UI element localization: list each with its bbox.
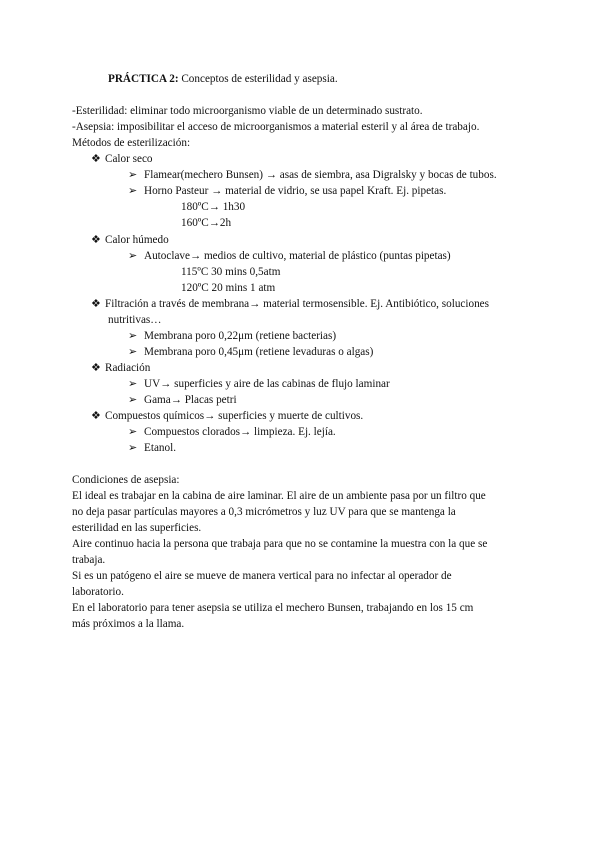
condition-line: 160ºC→2h <box>181 217 232 229</box>
paragraph-line: no deja pasar partículas mayores a 0,3 micrómetros y luz UV para que se mantenga la <box>72 506 456 518</box>
diamond-bullet-icon: ❖ <box>91 234 102 246</box>
paragraph-line: En el laboratorio para tener asepsia se utiliza el mechero Bunsen, trabajando en los 15 cm <box>72 602 474 614</box>
list-item-text: Compuestos clorados→ limpieza. Ej. lejía. <box>144 426 336 438</box>
list-item-text: Etanol. <box>144 442 177 454</box>
method-label: Calor húmedo <box>105 234 169 246</box>
title-bold: PRÁCTICA 2: <box>108 73 179 85</box>
arrow-bullet-icon: ➢ <box>128 185 138 197</box>
method-label: Radiación <box>105 362 151 374</box>
condition-line: 120ºC 20 mins 1 atm <box>181 282 276 294</box>
method-radiacion <box>91 361 150 375</box>
method-compuestos-quimicos <box>91 409 363 423</box>
list-item <box>128 184 446 198</box>
arrow-bullet-icon: ➢ <box>128 346 138 358</box>
arrow-bullet-icon: ➢ <box>128 426 138 438</box>
diamond-bullet-icon: ❖ <box>91 153 102 165</box>
paragraph-line: El ideal es trabajar en la cabina de aire laminar. El aire de un ambiente pasa por un filtro que <box>72 490 486 502</box>
list-item-text: Membrana poro 0,45μm (retiene levaduras o algas) <box>144 346 374 358</box>
arrow-bullet-icon: ➢ <box>128 330 138 342</box>
list-item-text: Gama→ Placas petri <box>144 394 237 406</box>
list-item <box>128 425 336 439</box>
arrow-bullet-icon: ➢ <box>128 169 138 181</box>
list-item-text: Flamear(mechero Bunsen) → asas de siembra, asa Digralsky y bocas de tubos. <box>144 169 497 181</box>
list-item <box>128 345 373 359</box>
page-title <box>108 72 338 86</box>
methods-heading: Métodos de esterilización: <box>72 137 191 149</box>
diamond-bullet-icon: ❖ <box>91 362 102 374</box>
list-item <box>128 393 237 407</box>
list-item-text: Horno Pasteur → material de vidrio, se usa papel Kraft. Ej. pipetas. <box>144 185 447 197</box>
list-item-text: UV→ superficies y aire de las cabinas de flujo laminar <box>144 378 390 390</box>
arrow-bullet-icon: ➢ <box>128 394 138 406</box>
method-label: Compuestos químicos→ superficies y muerte de cultivos. <box>105 410 364 422</box>
paragraph-line: Si es un patógeno el aire se mueve de manera vertical para no infectar al operador de <box>72 570 452 582</box>
list-item-text: Membrana poro 0,22μm (retiene bacterias) <box>144 330 337 342</box>
condition-line: 115ºC 30 mins 0,5atm <box>181 266 281 278</box>
list-item <box>128 168 497 182</box>
paragraph-line: Aire continuo hacia la persona que trabaja para que no se contamine la muestra con la que se <box>72 538 488 550</box>
method-filtracion <box>91 297 489 311</box>
conditions-heading: Condiciones de asepsia: <box>72 474 180 486</box>
condition-line: 180ºC→ 1h30 <box>181 201 246 213</box>
paragraph-line: trabaja. <box>72 554 106 566</box>
list-item <box>128 249 451 263</box>
diamond-bullet-icon: ❖ <box>91 298 102 310</box>
method-calor-humedo <box>91 233 169 247</box>
diamond-bullet-icon: ❖ <box>91 410 102 422</box>
definition-esterilidad: -Esterilidad: eliminar todo microorganismo viable de un determinado sustrato. <box>72 105 423 117</box>
list-item <box>128 329 336 343</box>
arrow-bullet-icon: ➢ <box>128 442 138 454</box>
arrow-bullet-icon: ➢ <box>128 250 138 262</box>
method-label: Filtración a través de membrana→ material termosensible. Ej. Antibiótico, soluciones <box>105 298 490 310</box>
list-item <box>128 377 390 391</box>
list-item-text: Autoclave→ medios de cultivo, material de plástico (puntas pipetas) <box>144 250 451 262</box>
method-label-continued: nutritivas… <box>108 314 162 326</box>
arrow-bullet-icon: ➢ <box>128 378 138 390</box>
paragraph-line: esterilidad en las superficies. <box>72 522 202 534</box>
definition-asepsia: -Asepsia: imposibilitar el acceso de microorganismos a material esteril y al área de trabajo. <box>72 121 480 133</box>
list-item <box>128 441 176 455</box>
title-rest: Conceptos de esterilidad y asepsia. <box>178 73 338 85</box>
method-calor-seco <box>91 152 153 166</box>
paragraph-line: laboratorio. <box>72 586 124 598</box>
method-label: Calor seco <box>105 153 153 165</box>
paragraph-line: más próximos a la llama. <box>72 618 185 630</box>
